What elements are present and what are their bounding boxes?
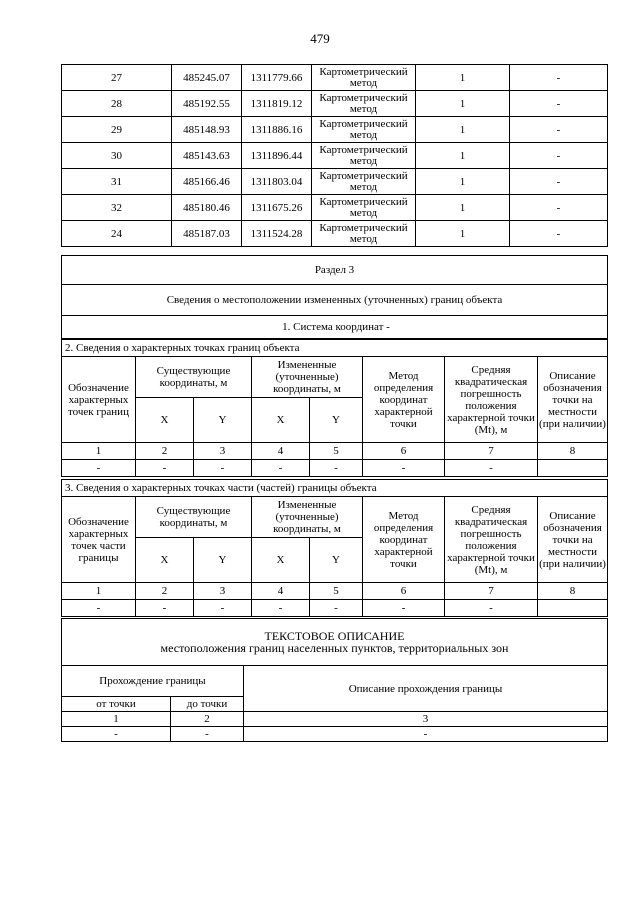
- cell: -: [62, 460, 136, 477]
- cell: -: [252, 600, 310, 617]
- cell: 8: [538, 583, 608, 600]
- table-row: [62, 712, 608, 727]
- coord-y: 1311779.66: [242, 65, 312, 91]
- table-row: [62, 443, 608, 460]
- h-passage-description: Описание прохождения границы: [244, 666, 608, 712]
- h-x2: X: [252, 398, 310, 443]
- cell: -: [194, 460, 252, 477]
- h-changed: Измененные (уточненные) координаты, м: [252, 357, 363, 398]
- cell: 2: [171, 712, 244, 727]
- cell: -: [171, 727, 244, 742]
- point-number: 28: [62, 91, 172, 117]
- method: Картометрический метод: [312, 117, 416, 143]
- cell: -: [252, 460, 310, 477]
- cell: 2: [136, 443, 194, 460]
- cell: 3: [244, 712, 608, 727]
- points-table: [61, 64, 608, 247]
- text-desc-header: [62, 619, 608, 666]
- cell: 8: [538, 443, 608, 460]
- cell: 1: [62, 443, 136, 460]
- accuracy: 1: [416, 65, 510, 91]
- h-changed: Измененные (уточненные) координаты, м: [252, 497, 363, 538]
- h-description: Описание обозначения точки на местности (при наличии): [538, 357, 608, 443]
- table-row: [62, 727, 608, 742]
- h-designation: Обозначение характерных точек границ: [62, 357, 136, 443]
- table-row: [62, 195, 608, 221]
- coord-y: 1311896.44: [242, 143, 312, 169]
- coord-y: 1311886.16: [242, 117, 312, 143]
- method: Картометрический метод: [312, 169, 416, 195]
- section-subtitle: Сведения о местоположении измененных (уточненных) границ объекта: [62, 285, 608, 316]
- table-row: [62, 169, 608, 195]
- table-row: [62, 600, 608, 617]
- method: Картометрический метод: [312, 195, 416, 221]
- cell: 7: [445, 443, 538, 460]
- page-number: 479: [310, 31, 330, 46]
- cell: -: [244, 727, 608, 742]
- cell: -: [136, 460, 194, 477]
- table-row: [62, 583, 608, 600]
- table-row: [62, 65, 608, 91]
- table-row: [62, 143, 608, 169]
- cell: -: [445, 460, 538, 477]
- cell: 4: [252, 443, 310, 460]
- cell: 6: [363, 583, 445, 600]
- h-method: Метод определения координат характерной точки: [363, 497, 445, 583]
- section-title: Раздел 3: [62, 256, 608, 285]
- description: -: [510, 65, 608, 91]
- coord-y: 1311675.26: [242, 195, 312, 221]
- coord-x: 485245.07: [172, 65, 242, 91]
- description: -: [510, 117, 608, 143]
- h-passage: Прохождение границы: [62, 666, 244, 697]
- cell: 5: [310, 583, 363, 600]
- accuracy: 1: [416, 91, 510, 117]
- cell: [538, 600, 608, 617]
- point-number: 29: [62, 117, 172, 143]
- h-x: X: [136, 538, 194, 583]
- cell: 7: [445, 583, 538, 600]
- h-y: Y: [194, 398, 252, 443]
- text-description-table: [61, 618, 608, 742]
- coord-x: 485143.63: [172, 143, 242, 169]
- table-row: [62, 117, 608, 143]
- text-desc-subtitle: местоположения границ населенных пунктов, территориальных зон: [160, 641, 509, 655]
- coord-x: 485148.93: [172, 117, 242, 143]
- coord-system: 1. Система координат -: [62, 316, 608, 339]
- table2-caption: 2. Сведения о характерных точках границ объекта: [62, 340, 608, 357]
- point-number: 27: [62, 65, 172, 91]
- description: -: [510, 195, 608, 221]
- h-y: Y: [194, 538, 252, 583]
- cell: 6: [363, 443, 445, 460]
- accuracy: 1: [416, 169, 510, 195]
- h-x: X: [136, 398, 194, 443]
- point-number: 24: [62, 221, 172, 247]
- h-method: Метод определения координат характерной точки: [363, 357, 445, 443]
- coord-x: 485187.03: [172, 221, 242, 247]
- cell: -: [62, 600, 136, 617]
- description: -: [510, 221, 608, 247]
- point-number: 31: [62, 169, 172, 195]
- h-to-point: до точки: [171, 697, 244, 712]
- coord-y: 1311819.12: [242, 91, 312, 117]
- accuracy: 1: [416, 221, 510, 247]
- accuracy: 1: [416, 195, 510, 221]
- table-row: [62, 221, 608, 247]
- coord-x: 485166.46: [172, 169, 242, 195]
- cell: -: [194, 600, 252, 617]
- accuracy: 1: [416, 117, 510, 143]
- method: Картометрический метод: [312, 221, 416, 247]
- method: Картометрический метод: [312, 143, 416, 169]
- coord-y: 1311803.04: [242, 169, 312, 195]
- method: Картометрический метод: [312, 65, 416, 91]
- coord-x: 485180.46: [172, 195, 242, 221]
- h-existing: Существующие координаты, м: [136, 357, 252, 398]
- text-desc-title: ТЕКСТОВОЕ ОПИСАНИЕ: [264, 629, 405, 643]
- table-row: [62, 460, 608, 477]
- h-y2: Y: [310, 398, 363, 443]
- cell: 3: [194, 583, 252, 600]
- cell: 5: [310, 443, 363, 460]
- cell: -: [310, 460, 363, 477]
- cell: -: [363, 600, 445, 617]
- cell: -: [136, 600, 194, 617]
- method: Картометрический метод: [312, 91, 416, 117]
- h-accuracy: Средняя квадратическая погрешность положения характерной точки (Mt), м: [445, 497, 538, 583]
- section3-header: [61, 255, 608, 339]
- h-accuracy: Средняя квадратическая погрешность положения характерной точки (Mt), м: [445, 357, 538, 443]
- h-from-point: от точки: [62, 697, 171, 712]
- cell: 2: [136, 583, 194, 600]
- cell: [538, 460, 608, 477]
- cell: 4: [252, 583, 310, 600]
- boundary-part-points-table: [61, 479, 608, 617]
- cell: -: [363, 460, 445, 477]
- h-existing: Существующие координаты, м: [136, 497, 252, 538]
- table-row: [62, 91, 608, 117]
- description: -: [510, 91, 608, 117]
- cell: 1: [62, 583, 136, 600]
- table3-caption: 3. Сведения о характерных точках части (частей) границы объекта: [62, 480, 608, 497]
- h-designation: Обозначение характерных точек части границы: [62, 497, 136, 583]
- cell: 1: [62, 712, 171, 727]
- description: -: [510, 143, 608, 169]
- description: -: [510, 169, 608, 195]
- h-description: Описание обозначения точки на местности (при наличии): [538, 497, 608, 583]
- cell: -: [445, 600, 538, 617]
- coord-y: 1311524.28: [242, 221, 312, 247]
- point-number: 30: [62, 143, 172, 169]
- h-y2: Y: [310, 538, 363, 583]
- coord-x: 485192.55: [172, 91, 242, 117]
- cell: -: [62, 727, 171, 742]
- accuracy: 1: [416, 143, 510, 169]
- h-x2: X: [252, 538, 310, 583]
- cell: 3: [194, 443, 252, 460]
- cell: -: [310, 600, 363, 617]
- point-number: 32: [62, 195, 172, 221]
- boundary-points-table: [61, 339, 608, 477]
